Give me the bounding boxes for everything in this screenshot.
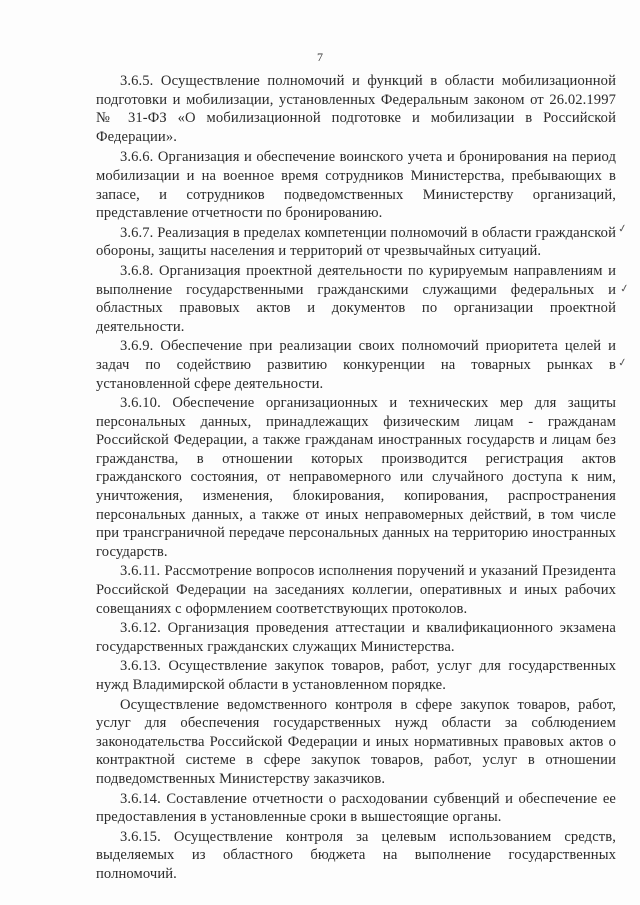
page-number: 7 — [317, 50, 323, 64]
paragraph-3-6-9: 3.6.9. Обеспечение при реализации своих полномочий приоритета целей и задач по содействию развитию конкуренции на товарных рынках в установленной сфере деятельности. — [96, 338, 616, 392]
paragraph-3-6-6: 3.6.6. Организация и обеспечение воинского учета и бронирования на период мобилизации и на военное время сотрудников Министерства, пребывающих в запасе, и сотрудников подведомственных Министерству организаций, представление отчетности по бронированию. — [96, 149, 616, 222]
paragraph-3-6-7: 3.6.7. Реализация в пределах компетенции полномочий в области гражданской обороны, защиты населения и территорий от чрезвычайных ситуаций. — [96, 224, 616, 260]
paragraph-3-6-10: 3.6.10. Обеспечение организационных и технических мер для защиты персональных данных, принадлежащих физическим лицам - гражданам Российской Федерации, а также гражданам иностранных государств и лицам без гражданства, в отношении которых производится регистрация актов гражданского состояния, от неправомерного или случайного доступа к ним, уничтожения, изменения, блокирования, копирования, распространения персональных данных, а также от иных неправомерных действий, в том числе при трансграничной передаче персональных данных на территорию иностранных государств. — [96, 395, 616, 560]
paragraph-3-6-13: 3.6.13. Осуществление закупок товаров, работ, услуг для государственных нужд Владимирской области в установленном порядке. — [96, 658, 616, 693]
paragraph-3-6-8: 3.6.8. Организация проектной деятельности по курируемым направлениям и выполнение государственными гражданскими служащими федеральных и областных правовых актов и документов по организации проектной деятельности. — [96, 262, 616, 335]
paragraph-3-6-15: 3.6.15. Осуществление контроля за целевым использованием средств, выделяемых из областного бюджета на выполнение государственных полномочий. — [96, 828, 616, 882]
paragraph-3-6-5: 3.6.5. Осуществление полномочий и функций в области мобилизационной подготовки и мобилизации, установленных Федеральным законом от 26.02.1997 № 31-ФЗ «О мобилизационной подготовке и мобилизации в Российской Федерации». — [96, 73, 616, 145]
margin-check-icon: ✓ — [616, 355, 629, 370]
paragraph-3-6-12: 3.6.12. Организация проведения аттестации и квалификационного экзамена государственных гражданских служащих Министерства. — [96, 620, 616, 655]
paragraph-3-6-14: 3.6.14. Составление отчетности о расходовании субвенций и обеспечение ее предоставления в установленные сроки в вышестоящие органы. — [96, 790, 616, 826]
margin-check-icon: ✓ — [616, 221, 629, 236]
margin-check-icon: ✓ — [618, 281, 631, 296]
paragraph-3-6-11: 3.6.11. Рассмотрение вопросов исполнения поручений и указаний Президента Российской Федерации на заседаниях коллегии, оперативных и иных рабочих совещаниях с оформлением соответствующих протоколов. — [96, 563, 616, 617]
paragraph-procurement-control: Осуществление ведомственного контроля в сфере закупок товаров, работ, услуг для обеспечения государственных нужд области за соблюдением законодательства Российской Федерации и иных нормативных правовых актов о контрактной системе в сфере закупок товаров, работ, услуг в отношении подведомственных Министерству заказчиков. — [96, 696, 616, 787]
document-body — [96, 72, 616, 885]
